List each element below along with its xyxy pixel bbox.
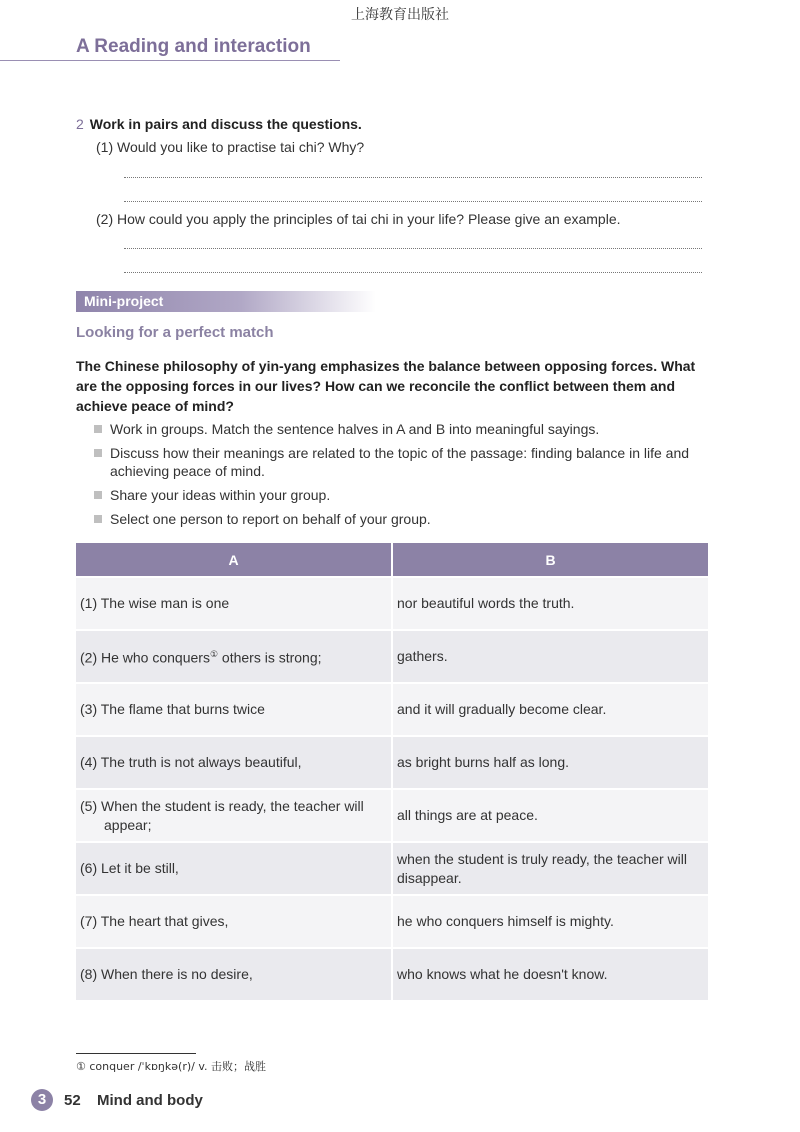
instruction-item: Select one person to report on behalf of your group. <box>94 510 714 528</box>
cell-a: (3) The flame that burns twice <box>76 683 392 736</box>
instruction-item: Discuss how their meanings are related to the topic of the passage: finding balance in life and achieving peace of mind. <box>94 444 714 480</box>
cell-b: who knows what he doesn't know. <box>392 948 708 1000</box>
table-row <box>76 736 708 789</box>
answer-line-2a[interactable] <box>124 248 702 249</box>
task-number: 2 <box>76 116 84 132</box>
bullet-square-icon <box>94 491 102 499</box>
table-row <box>76 895 708 948</box>
task-instruction: Work in pairs and discuss the questions. <box>89 116 362 132</box>
table-row <box>76 683 708 736</box>
cell-a: (1) The wise man is one <box>76 577 392 630</box>
answer-line-1b[interactable] <box>124 201 702 202</box>
question-2: (2) How could you apply the principles of tai chi in your life? Please give an example. <box>96 211 621 227</box>
cell-a: (6) Let it be still, <box>76 842 392 895</box>
cell-a: (5) When the student is ready, the teacher will appear; <box>76 789 392 842</box>
footnote: ① conquer /ˈkɒŋkə(r)/ v. 击败；战胜 <box>76 1060 266 1073</box>
table-row <box>76 842 708 895</box>
answer-line-1a[interactable] <box>124 177 702 178</box>
table-header-row <box>76 543 708 577</box>
publisher-name: 上海教育出版社 <box>351 7 449 23</box>
bullet-square-icon <box>94 449 102 457</box>
cell-b: when the student is truly ready, the teacher will disappear. <box>392 842 708 895</box>
column-header-b: B <box>392 543 708 577</box>
table-row <box>76 948 708 1000</box>
cell-b: as bright burns half as long. <box>392 736 708 789</box>
cell-b: and it will gradually become clear. <box>392 683 708 736</box>
section-title-rule <box>0 60 340 61</box>
matching-table <box>76 543 708 1000</box>
mini-project-banner <box>76 291 376 312</box>
footnote-rule <box>76 1053 196 1054</box>
cell-a: (7) The heart that gives, <box>76 895 392 948</box>
question-1: (1) Would you like to practise tai chi? Why? <box>96 139 365 155</box>
cell-a: (2) He who conquers① others is strong; <box>76 630 392 683</box>
column-header-a: A <box>76 543 392 577</box>
unit-number-badge: 3 <box>31 1089 53 1111</box>
task-2-heading <box>76 116 362 132</box>
table-row <box>76 789 708 842</box>
cell-b: all things are at peace. <box>392 789 708 842</box>
bullet-square-icon <box>94 515 102 523</box>
table-row <box>76 577 708 630</box>
instruction-item: Share your ideas within your group. <box>94 486 714 504</box>
mini-project-label: Mini-project <box>84 293 164 309</box>
cell-b: gathers. <box>392 630 708 683</box>
cell-a: (8) When there is no desire, <box>76 948 392 1000</box>
section-title: A Reading and interaction <box>76 36 311 57</box>
cell-a: (4) The truth is not always beautiful, <box>76 736 392 789</box>
cell-b: nor beautiful words the truth. <box>392 577 708 630</box>
mini-project-subtitle: Looking for a perfect match <box>76 324 274 341</box>
instruction-item: Work in groups. Match the sentence halves in A and B into meaningful sayings. <box>94 420 714 438</box>
unit-title: Mind and body <box>97 1092 203 1109</box>
mini-project-intro: The Chinese philosophy of yin-yang emphasizes the balance between opposing forces. What are the opposing forces in our lives? How can we reconcile the conflict between them and achieve peace of mind? <box>76 358 696 414</box>
footnote-mark[interactable]: ① <box>209 649 219 660</box>
cell-b: he who conquers himself is mighty. <box>392 895 708 948</box>
bullet-square-icon <box>94 425 102 433</box>
table-row <box>76 630 708 683</box>
answer-line-2b[interactable] <box>124 272 702 273</box>
page-number: 52 <box>64 1092 81 1109</box>
instruction-list <box>94 420 714 534</box>
